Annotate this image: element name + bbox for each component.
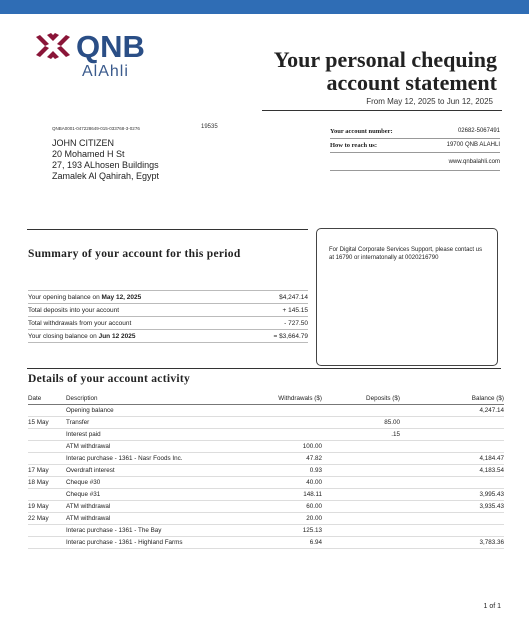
summary-row bbox=[28, 304, 308, 317]
row-description: ATM withdrawal bbox=[66, 515, 111, 522]
row-withdrawal: 47.82 bbox=[306, 455, 322, 462]
summary-label bbox=[28, 294, 141, 301]
row-withdrawal: 60.00 bbox=[306, 503, 322, 510]
row-withdrawal: 40.00 bbox=[306, 479, 322, 486]
account-info bbox=[330, 125, 500, 171]
row-deposit: .15 bbox=[391, 431, 400, 438]
title-line-2: account statement bbox=[326, 70, 497, 95]
table-row bbox=[28, 537, 504, 549]
customer-name: JOHN CITIZEN bbox=[52, 138, 114, 148]
table-row bbox=[28, 405, 504, 417]
customer-address bbox=[52, 138, 159, 182]
summary-value: $4,247.14 bbox=[279, 293, 308, 301]
row-balance: 4,184.47 bbox=[479, 455, 504, 462]
summary-label-date: May 12, 2025 bbox=[101, 293, 142, 301]
summary-title: Summary of your account for this period bbox=[28, 248, 241, 260]
summary-value: + 145.15 bbox=[282, 306, 308, 314]
row-description: Cheque #30 bbox=[66, 479, 101, 486]
table-row bbox=[28, 513, 504, 525]
statement-title bbox=[274, 48, 497, 94]
brand-sub: AlAhli bbox=[82, 63, 129, 80]
row-balance: 3,995.43 bbox=[479, 491, 504, 498]
summary-label: Total withdrawals from your account bbox=[28, 319, 132, 327]
table-row bbox=[28, 501, 504, 513]
address-line-3: Zamalek Al Qahirah, Egypt bbox=[52, 171, 160, 181]
col-balance: Balance ($) bbox=[471, 395, 504, 402]
row-description: Interac purchase - 1361 - Highland Farms bbox=[66, 539, 183, 546]
row-description: Overdraft interest bbox=[66, 467, 115, 474]
customer-code: 19535 bbox=[201, 124, 218, 130]
table-row bbox=[28, 489, 504, 501]
row-balance: 3,783.36 bbox=[479, 539, 504, 546]
summary-row bbox=[28, 317, 308, 330]
address-line-1: 20 Mohamed H St bbox=[52, 149, 125, 159]
summary-label-text: Your opening balance on bbox=[28, 293, 102, 301]
account-number-label: Your account number: bbox=[330, 128, 393, 135]
top-accent-bar bbox=[0, 0, 529, 14]
summary-value: = $3,664.79 bbox=[273, 332, 308, 340]
summary-value: - 727.50 bbox=[284, 319, 308, 327]
summary-label-text: Your closing balance on bbox=[28, 332, 99, 340]
row-description: ATM withdrawal bbox=[66, 443, 111, 450]
row-withdrawal: 0.93 bbox=[309, 467, 322, 474]
row-withdrawal: 125.13 bbox=[302, 527, 322, 534]
reach-us-row bbox=[330, 139, 500, 153]
divider bbox=[27, 368, 501, 369]
barcode-text: QNBA0001-047228649-015-033768-3-0276 bbox=[52, 126, 140, 131]
table-row bbox=[28, 441, 504, 453]
row-description: ATM withdrawal bbox=[66, 503, 111, 510]
website-link[interactable]: www.qnbalahli.com bbox=[330, 153, 500, 171]
row-description: Interac purchase - 1361 - Nasr Foods Inc. bbox=[66, 455, 183, 462]
col-withdrawals: Withdrawals ($) bbox=[278, 395, 322, 402]
title-line-1: Your personal chequing bbox=[273, 47, 497, 72]
table-row bbox=[28, 525, 504, 537]
row-description: Transfer bbox=[66, 419, 90, 426]
table-row bbox=[28, 477, 504, 489]
col-date: Date bbox=[28, 395, 42, 402]
summary-label bbox=[28, 333, 135, 340]
statement-period: From May 12, 2025 to Jun 12, 2025 bbox=[366, 97, 493, 106]
row-withdrawal: 20.00 bbox=[306, 515, 322, 522]
divider bbox=[27, 229, 308, 230]
row-withdrawal: 148.11 bbox=[303, 491, 322, 498]
col-deposits: Deposits ($) bbox=[366, 395, 400, 402]
summary-label-date: Jun 12 2025 bbox=[98, 332, 136, 340]
table-row bbox=[28, 417, 504, 429]
support-text: For Digital Corporate Services Support, please contact us at 16790 or internatonally at 0020216790 bbox=[329, 247, 483, 261]
activity-table bbox=[28, 393, 504, 549]
col-description: Description bbox=[66, 395, 98, 402]
divider bbox=[262, 110, 502, 111]
page-number: 1 of 1 bbox=[483, 603, 501, 610]
row-balance: 4,247.14 bbox=[479, 407, 504, 414]
row-description: Opening balance bbox=[66, 407, 114, 414]
bank-logo bbox=[36, 29, 145, 80]
row-balance: 4,183.54 bbox=[479, 467, 504, 474]
row-description: Cheque #31 bbox=[66, 491, 101, 498]
row-withdrawal: 100.00 bbox=[302, 443, 322, 450]
row-date: 22 May bbox=[28, 515, 49, 522]
reach-us-label: How to reach us: bbox=[330, 142, 378, 149]
support-box bbox=[316, 228, 498, 366]
account-number-row bbox=[330, 125, 500, 139]
row-deposit: 85.00 bbox=[384, 419, 400, 426]
row-withdrawal: 6.94 bbox=[309, 539, 322, 546]
table-body bbox=[28, 405, 504, 549]
address-line-2: 27, 193 ALhosen Buildings bbox=[52, 160, 159, 170]
table-row bbox=[28, 429, 504, 441]
table-header bbox=[28, 393, 504, 405]
row-description: Interac purchase - 1361 - The Bay bbox=[66, 527, 162, 534]
brand-name: QNB bbox=[76, 29, 145, 64]
row-date: 18 May bbox=[28, 479, 49, 486]
summary-row bbox=[28, 290, 308, 304]
row-description: Interest paid bbox=[66, 431, 101, 438]
table-row bbox=[28, 465, 504, 477]
table-row bbox=[28, 453, 504, 465]
row-date: 17 May bbox=[28, 467, 49, 474]
summary-row bbox=[28, 330, 308, 343]
activity-title: Details of your account activity bbox=[28, 373, 191, 385]
row-balance: 3,935.43 bbox=[479, 503, 504, 510]
row-date: 19 May bbox=[28, 503, 49, 510]
account-number-value: 02682-5067491 bbox=[457, 128, 500, 134]
summary-label: Total deposits into your account bbox=[28, 306, 120, 314]
summary-table bbox=[28, 290, 308, 343]
reach-us-value: 19700 QNB ALAHLI bbox=[446, 142, 500, 148]
row-date: 15 May bbox=[28, 419, 49, 426]
qnb-mark-icon bbox=[36, 33, 70, 59]
